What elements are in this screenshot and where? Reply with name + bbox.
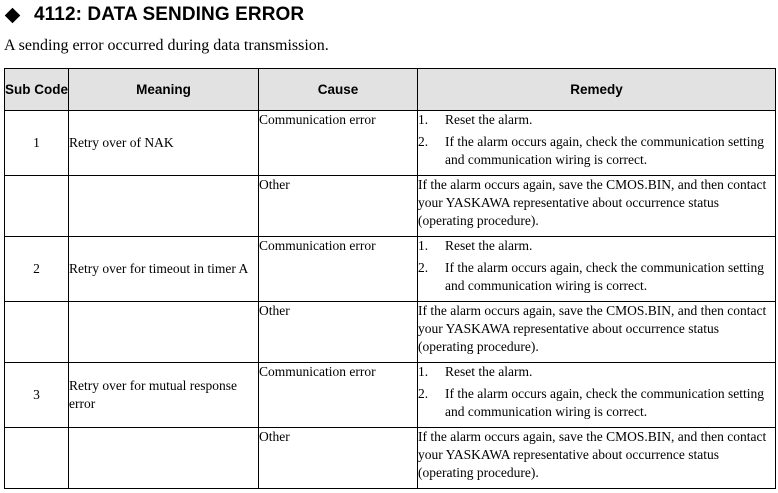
- table-header-row: [5, 69, 776, 111]
- cause-cell: Communication error: [259, 237, 418, 302]
- remedy-cell: [418, 363, 776, 428]
- page-title: [4, 3, 304, 27]
- table-row: [5, 363, 776, 428]
- remedy-step: [418, 259, 775, 295]
- cause-cell: Other: [259, 428, 418, 489]
- step-text: If the alarm occurs again, check the communication setting and communication wiring is correct.: [445, 134, 765, 167]
- meaning-cell: Retry over for mutual response error: [69, 363, 259, 428]
- step-number: 2.: [418, 386, 429, 401]
- step-number: 2.: [418, 260, 429, 275]
- step-text: Reset the alarm.: [445, 364, 533, 379]
- table-row: [5, 111, 776, 176]
- header-meaning: Meaning: [69, 69, 259, 111]
- table-row: [5, 428, 776, 489]
- meaning-cell: [69, 428, 259, 489]
- remedy-cell: If the alarm occurs again, save the CMOS.BIN, and then contact your YASKAWA representative about occurrence status (operating procedure).: [418, 428, 776, 489]
- sub-code-cell: [5, 428, 69, 489]
- sub-code-cell: 3: [5, 363, 69, 428]
- meaning-cell: Retry over of NAK: [69, 111, 259, 176]
- header-remedy: Remedy: [418, 69, 776, 111]
- remedy-cell: If the alarm occurs again, save the CMOS.BIN, and then contact your YASKAWA representative about occurrence status (operating procedure).: [418, 302, 776, 363]
- sub-code-cell: 1: [5, 111, 69, 176]
- step-text: Reset the alarm.: [445, 112, 533, 127]
- sub-code-cell: [5, 302, 69, 363]
- diamond-bullet-icon: [5, 7, 21, 23]
- step-number: 1.: [418, 112, 429, 127]
- step-text: If the alarm occurs again, check the communication setting and communication wiring is correct.: [445, 386, 765, 419]
- remedy-step: [418, 133, 775, 169]
- meaning-cell: [69, 176, 259, 237]
- sub-code-cell: [5, 176, 69, 237]
- table-row: [5, 302, 776, 363]
- remedy-step: [418, 385, 775, 421]
- cause-cell: Communication error: [259, 363, 418, 428]
- table-row: [5, 237, 776, 302]
- remedy-cell: [418, 111, 776, 176]
- error-table: [4, 68, 776, 489]
- step-number: 1.: [418, 238, 429, 253]
- step-text: If the alarm occurs again, check the communication setting and communication wiring is correct.: [445, 260, 765, 293]
- cause-cell: Communication error: [259, 111, 418, 176]
- meaning-cell: [69, 302, 259, 363]
- cause-cell: Other: [259, 302, 418, 363]
- intro-text: A sending error occurred during data transmission.: [4, 37, 329, 54]
- remedy-step: [418, 111, 775, 129]
- page-title-text: 4112: DATA SENDING ERROR: [34, 4, 305, 25]
- sub-code-cell: 2: [5, 237, 69, 302]
- meaning-cell: Retry over for timeout in timer A: [69, 237, 259, 302]
- remedy-cell: If the alarm occurs again, save the CMOS.BIN, and then contact your YASKAWA representative about occurrence status (operating procedure).: [418, 176, 776, 237]
- header-sub-code: Sub Code: [5, 69, 69, 111]
- remedy-step: [418, 363, 775, 381]
- step-number: 1.: [418, 364, 429, 379]
- remedy-step: [418, 237, 775, 255]
- table-row: [5, 176, 776, 237]
- header-cause: Cause: [259, 69, 418, 111]
- step-number: 2.: [418, 134, 429, 149]
- remedy-cell: [418, 237, 776, 302]
- cause-cell: Other: [259, 176, 418, 237]
- step-text: Reset the alarm.: [445, 238, 533, 253]
